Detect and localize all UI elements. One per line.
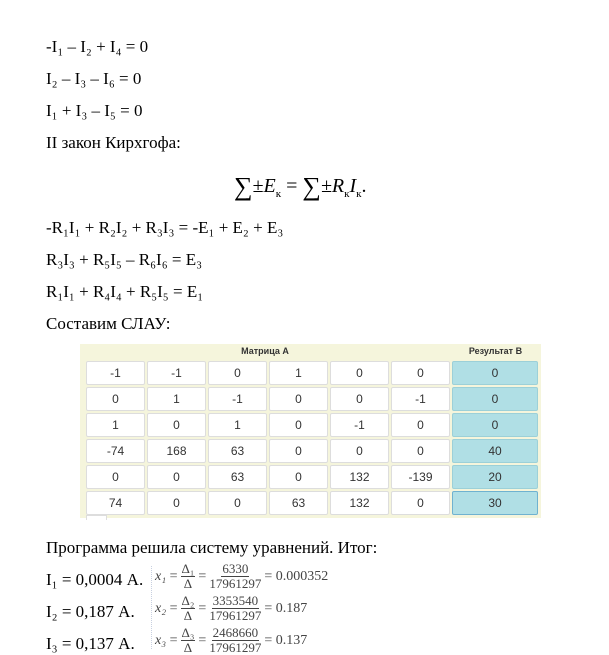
matrix-a-header: Матрица А	[241, 346, 289, 356]
matrix-a-cell[interactable]: 0	[86, 465, 145, 489]
result-b-cell[interactable]: 30	[452, 491, 538, 515]
matrix-a-cell[interactable]: 0	[391, 439, 450, 463]
matrix-a-cell[interactable]: 74	[86, 491, 145, 515]
matrix-a-cell[interactable]: 0	[269, 387, 328, 411]
result-b-cell[interactable]: 0	[452, 361, 538, 385]
value: 0.000352	[275, 568, 329, 584]
matrix-a-cell[interactable]: 0	[269, 439, 328, 463]
matrix-a-cell[interactable]: -74	[86, 439, 145, 463]
denominator: 17961297	[209, 640, 262, 655]
value-fraction	[209, 562, 261, 591]
value-fraction	[209, 626, 261, 655]
matrix-a-cell[interactable]: -1	[208, 387, 267, 411]
denominator: 17961297	[209, 576, 262, 591]
matrix-a-cell[interactable]: 0	[269, 465, 328, 489]
result-heading: Программа решила систему уравнений. Итог:	[46, 538, 378, 557]
delta-den: Δ	[183, 640, 193, 655]
cramer-formula: x₂ = $\frac{\text{Δ₂}}{\Delta}$ = $\frac{3353540}{17961297}$ = 0.187	[155, 593, 308, 623]
delta-num: Δ₂	[181, 593, 195, 608]
formula-right: ±R	[320, 175, 345, 197]
matrix-a-cell[interactable]: 0	[391, 491, 450, 515]
formula-left: ±E	[252, 175, 276, 197]
kcl-equation-3: I₁ + I₃ – I₅ = 0	[46, 101, 143, 120]
result-b-cell[interactable]: 0	[452, 413, 538, 437]
matrix-a-cell[interactable]: 0	[269, 413, 328, 437]
numerator: 3353540	[212, 593, 259, 608]
matrix-a-cell[interactable]: 1	[86, 413, 145, 437]
matrix-a-cell[interactable]: 168	[147, 439, 206, 463]
delta-den: Δ	[183, 576, 193, 591]
matrix-a-cell[interactable]: 0	[147, 465, 206, 489]
matrix-a-cell[interactable]: 63	[269, 491, 328, 515]
matrix-a-cell[interactable]: 1	[208, 413, 267, 437]
kcl-equation-2: I₂ – I₃ – I₆ = 0	[46, 69, 142, 88]
variable: x₂	[155, 600, 167, 616]
kvl-equation-3: R₁I₁ + R₄I₄ + R₅I₅ = E₁	[46, 282, 204, 301]
add-row-handle[interactable]	[86, 515, 107, 520]
formula-sub: к	[356, 188, 362, 200]
result-b-cell[interactable]: 20	[452, 465, 538, 489]
matrix-a-cell[interactable]: 132	[330, 465, 389, 489]
cramer-formula: x₃ = $\frac{\text{Δ₃}}{\Delta}$ = $\frac{2468660}{17961297}$ = 0.137	[155, 625, 308, 655]
matrix-a-cell[interactable]: 0	[330, 361, 389, 385]
slau-heading: Составим СЛАУ:	[46, 314, 171, 333]
delta-num: Δ₁	[181, 561, 195, 576]
matrix-a-cell[interactable]: 0	[330, 439, 389, 463]
variable: x₃	[155, 632, 167, 648]
numerator: 6330	[222, 561, 249, 576]
matrix-a-cell[interactable]: -139	[391, 465, 450, 489]
kvl-heading: II закон Кирхгофа:	[46, 133, 181, 152]
formula-right2: I	[349, 175, 357, 197]
denominator: 17961297	[209, 608, 262, 623]
value: 0.137	[275, 632, 308, 648]
matrix-a-cell[interactable]: 0	[86, 387, 145, 411]
matrix-a-cell[interactable]: 63	[208, 465, 267, 489]
delta-fraction	[181, 626, 196, 655]
kvl-formula	[234, 172, 367, 202]
result-b-header: Результат В	[468, 346, 523, 356]
divider	[151, 566, 152, 649]
kcl-equation-1: -I₁ – I₂ + I₄ = 0	[46, 37, 149, 56]
matrix-grid	[86, 361, 538, 515]
matrix-a-cell[interactable]: 0	[147, 413, 206, 437]
matrix-calculator	[80, 344, 541, 518]
delta-fraction	[181, 562, 196, 591]
matrix-a-cell[interactable]: 132	[330, 491, 389, 515]
variable: x₁	[155, 568, 167, 584]
matrix-a-cell[interactable]: 0	[208, 491, 267, 515]
matrix-a-cell[interactable]: -1	[147, 361, 206, 385]
formula-sub: к	[275, 188, 282, 200]
matrix-a-cell[interactable]: 0	[330, 387, 389, 411]
formula-end: .	[361, 175, 367, 197]
formula-sub: к	[344, 188, 350, 200]
numerator: 2468660	[212, 625, 259, 640]
sum-symbol: ∑	[234, 172, 253, 201]
matrix-a-cell[interactable]: 1	[269, 361, 328, 385]
matrix-a-cell[interactable]: -1	[86, 361, 145, 385]
delta-num: Δ₃	[181, 625, 195, 640]
kvl-equation-2: R₃I₃ + R₅I₅ – R₆I₆ = E₃	[46, 250, 203, 269]
value: 0.187	[275, 600, 308, 616]
matrix-a-cell[interactable]: 63	[208, 439, 267, 463]
sum-symbol: ∑	[302, 172, 321, 201]
kvl-equation-1: -R₁I₁ + R₂I₂ + R₃I₃ = -E₁ + E₂ + E₃	[46, 218, 284, 237]
delta-den: Δ	[183, 608, 193, 623]
matrix-a-cell[interactable]: 0	[391, 413, 450, 437]
matrix-a-cell[interactable]: -1	[391, 387, 450, 411]
current-result: I₂ = 0,187 А.	[46, 602, 135, 621]
matrix-a-cell[interactable]: -1	[330, 413, 389, 437]
delta-fraction	[181, 594, 196, 623]
cramer-formula: x₁ = $\frac{\text{Δ₁}}{\Delta}$ = $\frac{6330}{17961297}$ = 0.000352	[155, 561, 329, 591]
matrix-a-cell[interactable]: 1	[147, 387, 206, 411]
current-result: I₁ = 0,0004 А.	[46, 570, 144, 589]
matrix-a-cell[interactable]: 0	[147, 491, 206, 515]
result-b-cell[interactable]: 0	[452, 387, 538, 411]
value-fraction	[209, 594, 261, 623]
matrix-a-cell[interactable]: 0	[208, 361, 267, 385]
matrix-a-cell[interactable]: 0	[391, 361, 450, 385]
result-b-cell[interactable]: 40	[452, 439, 538, 463]
formula-eq: =	[286, 175, 298, 197]
current-result: I₃ = 0,137 А.	[46, 634, 135, 653]
